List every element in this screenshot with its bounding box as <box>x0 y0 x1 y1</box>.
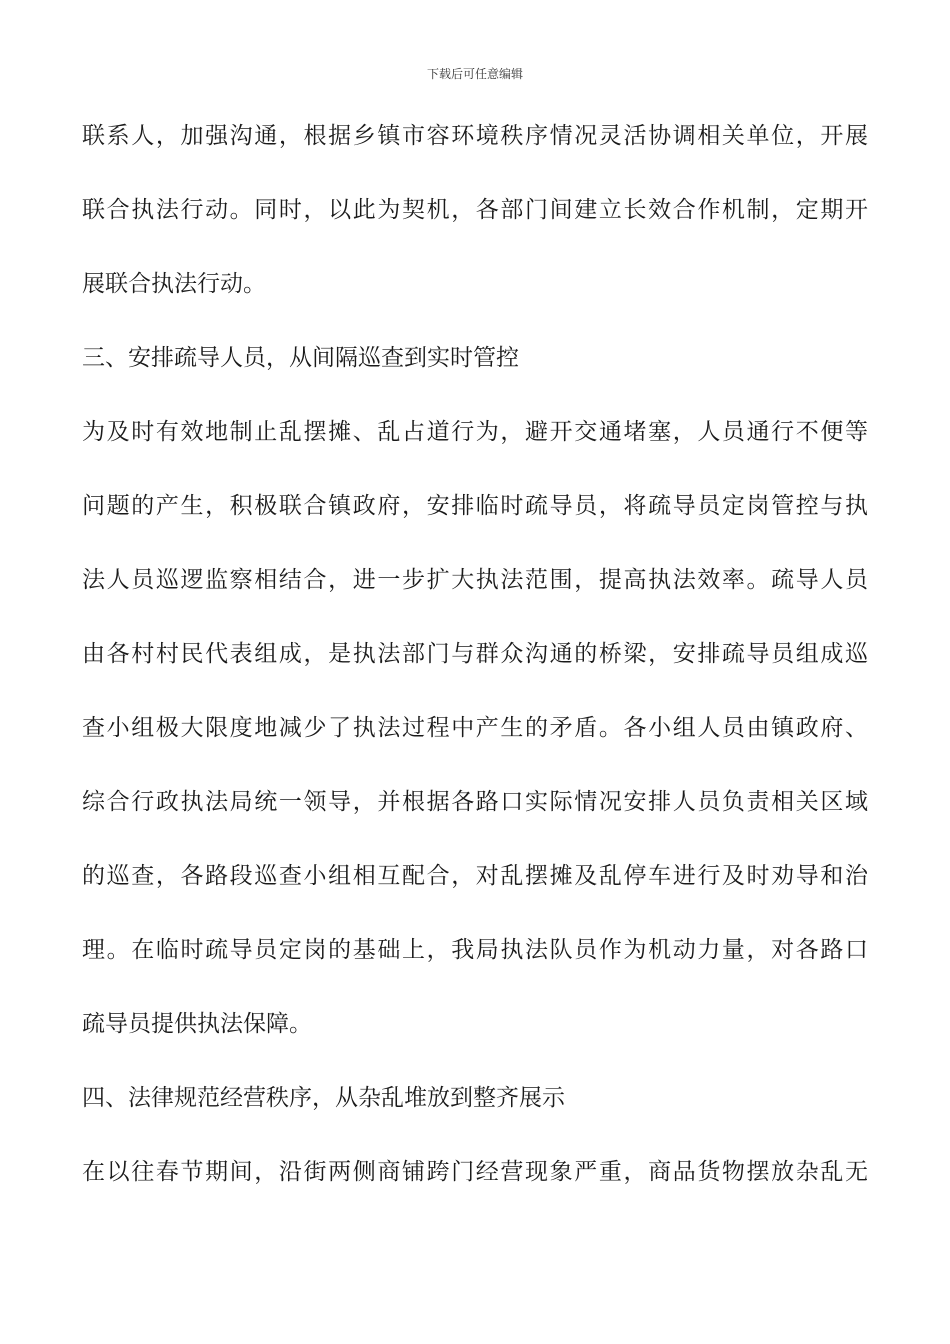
section-heading: 三、安排疏导人员，从间隔巡查到实时管控 <box>82 345 519 371</box>
page-header: 下载后可任意编辑 <box>426 67 523 81</box>
paragraph-line: 展联合执法行动。 <box>82 271 266 297</box>
paragraph-line: 综合行政执法局统一领导，并根据各路口实际情况安排人员负责相关区域 <box>82 789 868 815</box>
paragraph-line: 理。在临时疏导员定岗的基础上，我局执法队员作为机动力量，对各路口 <box>82 937 868 963</box>
paragraph-line: 联系人，加强沟通，根据乡镇市容环境秩序情况灵活协调相关单位，开展 <box>82 123 868 149</box>
paragraph-line: 为及时有效地制止乱摆摊、乱占道行为，避开交通堵塞，人员通行不便等 <box>82 419 868 445</box>
paragraph-line: 查小组极大限度地减少了执法过程中产生的矛盾。各小组人员由镇政府、 <box>82 715 868 741</box>
paragraph-line: 由各村村民代表组成，是执法部门与群众沟通的桥梁，安排疏导员组成巡 <box>82 641 868 667</box>
paragraph-line: 问题的产生，积极联合镇政府，安排临时疏导员，将疏导员定岗管控与执 <box>82 493 868 519</box>
paragraph-line: 联合执法行动。同时，以此为契机，各部门间建立长效合作机制，定期开 <box>82 197 868 223</box>
paragraph-line: 疏导员提供执法保障。 <box>82 1011 312 1037</box>
document-body <box>82 112 868 1222</box>
paragraph-line: 的巡查，各路段巡查小组相互配合，对乱摆摊及乱停车进行及时劝导和治 <box>82 863 868 889</box>
paragraph-line: 法人员巡逻监察相结合，进一步扩大执法范围，提高执法效率。疏导人员 <box>82 567 868 593</box>
paragraph-line: 在以往春节期间，沿街两侧商铺跨门经营现象严重，商品货物摆放杂乱无 <box>82 1159 868 1185</box>
section-heading: 四、法律规范经营秩序，从杂乱堆放到整齐展示 <box>82 1085 565 1111</box>
